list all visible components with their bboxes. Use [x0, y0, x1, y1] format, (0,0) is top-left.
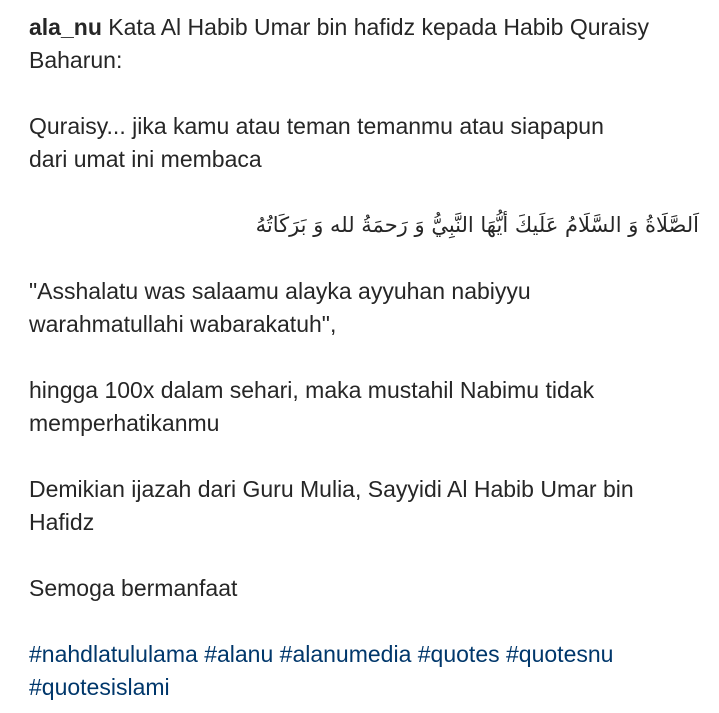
caption-intro-text: Kata Al Habib Umar bin hafidz kepada Habib Quraisy — [101, 14, 650, 40]
caption-intro — [29, 11, 699, 77]
paragraph-3-line-2: warahmatullahi wabarakatuh", — [29, 311, 337, 337]
hashtag-link[interactable]: #alanumedia — [279, 641, 412, 667]
paragraph-gap — [29, 341, 699, 374]
caption-paragraph-4 — [29, 374, 699, 440]
hashtag-link[interactable]: #quotesislami — [29, 674, 170, 700]
paragraph-gap — [29, 176, 699, 209]
paragraph-gap — [29, 242, 699, 275]
paragraph-gap — [29, 77, 699, 110]
hashtags-line-1 — [29, 638, 699, 671]
arabic-prayer-text: اَلصَّلَاةُ وَ السَّلَامُ عَلَيكَ أيُّهَا النَّبِيُّ وَ رَحمَةُ لله وَ بَرَكَاتُهُ — [255, 213, 699, 237]
paragraph-gap — [29, 539, 699, 572]
caption-paragraph-2 — [29, 110, 699, 176]
hashtag-link[interactable]: #quotesnu — [506, 641, 614, 667]
hashtags — [29, 638, 699, 704]
paragraph-6-line-1: Semoga bermanfaat — [29, 575, 238, 601]
hashtag-link[interactable]: #nahdlatululama — [29, 641, 198, 667]
paragraph-2-line-1: Quraisy... jika kamu atau teman temanmu atau siapapun — [29, 113, 604, 139]
post-caption — [29, 0, 699, 704]
paragraph-4-line-2: memperhatikanmu — [29, 410, 220, 436]
paragraph-2-line-2: dari umat ini membaca — [29, 146, 262, 172]
caption-paragraph-5 — [29, 473, 699, 539]
caption-intro-line-1 — [29, 11, 699, 44]
paragraph-gap — [29, 440, 699, 473]
paragraph-5-line-2: Hafidz — [29, 509, 95, 535]
caption-paragraph-6 — [29, 572, 699, 605]
caption-paragraph-3 — [29, 275, 699, 341]
paragraph-gap — [29, 605, 699, 638]
caption-intro-line-2: Baharun: — [29, 47, 123, 73]
hashtags-line-2 — [29, 671, 699, 704]
paragraph-3-line-1: "Asshalatu was salaamu alayka ayyuhan nabiyyu — [29, 278, 531, 304]
hashtag-link[interactable]: #alanu — [204, 641, 274, 667]
paragraph-4-line-1: hingga 100x dalam sehari, maka mustahil Nabimu tidak — [29, 377, 595, 403]
username-link[interactable]: ala_nu — [29, 14, 102, 40]
hashtag-link[interactable]: #quotes — [417, 641, 500, 667]
paragraph-5-line-1: Demikian ijazah dari Guru Mulia, Sayyidi Al Habib Umar bin — [29, 476, 634, 502]
